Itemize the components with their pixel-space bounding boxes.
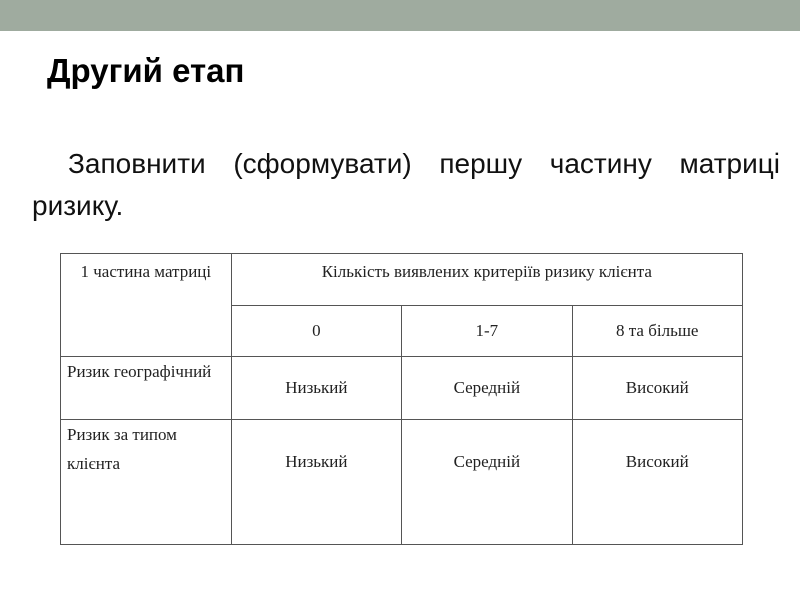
top-bar — [0, 0, 800, 31]
column-header-8-plus: 8 та більше — [572, 306, 742, 357]
criteria-header-cell: Кількість виявлених критеріїв ризику клієнта — [231, 254, 742, 306]
cell-value: Низький — [231, 420, 401, 545]
column-header-1-7: 1-7 — [402, 306, 572, 357]
slide-body-text: Заповнити (сформувати) першу частину матриці ризику. — [32, 148, 780, 221]
table-header-row — [61, 254, 743, 306]
slide-title: Другий етап — [47, 52, 245, 89]
cell-value: Низький — [231, 357, 401, 420]
table-row — [61, 357, 743, 420]
cell-value: Високий — [572, 420, 742, 545]
table-corner-cell: 1 частина матриці — [61, 254, 232, 357]
table-row — [61, 420, 743, 545]
cell-value: Високий — [572, 357, 742, 420]
cell-value: Середній — [402, 357, 572, 420]
risk-matrix-table — [60, 253, 743, 545]
column-header-0: 0 — [231, 306, 401, 357]
cell-value: Середній — [402, 420, 572, 545]
row-label-client-type: Ризик за типом клієнта — [61, 420, 232, 545]
row-label-geographic: Ризик географічний — [61, 357, 232, 420]
